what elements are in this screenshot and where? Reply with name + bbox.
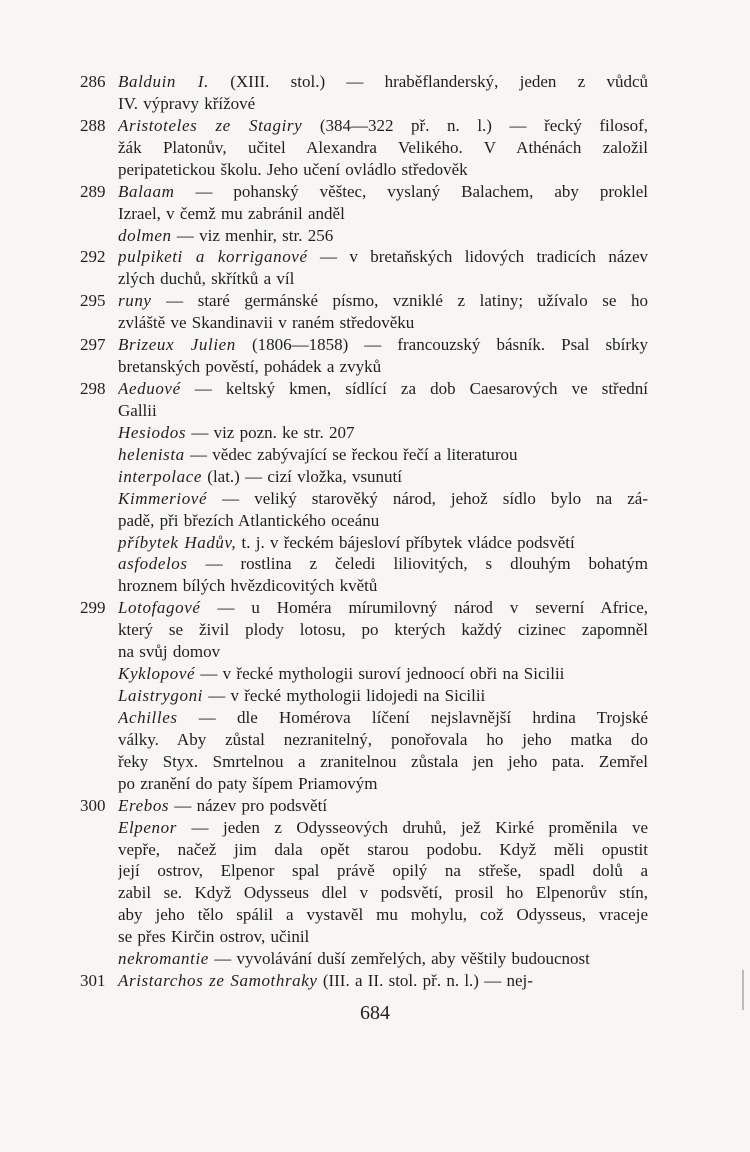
entry-term: Balduin I.: [118, 72, 209, 91]
entry-term: Kyklopové: [118, 664, 196, 684]
entry-text: řeky Styx. Smrtelnou a zranitelnou zůstala jen jeho pata. Zemřel: [118, 751, 648, 771]
entry-term: Kimmeriové: [118, 488, 208, 508]
entry-text: (1806—1858) — francouzský básník. Psal sbírky: [235, 335, 648, 355]
entry-text: se přes Kirčin ostrov, učinil: [118, 927, 310, 947]
entry-continuation-line: [118, 619, 648, 641]
entry-headline: [118, 378, 648, 400]
entry-continuation-line: [118, 510, 648, 532]
entry-text: — u Homéra mírumilovný národ v severní Africe,: [200, 598, 648, 618]
entry-text: — název pro podsvětí: [169, 795, 328, 815]
entry-page-ref: 286: [80, 72, 106, 91]
scan-edge-mark: [742, 970, 744, 1010]
entry-text: Gallii: [118, 400, 157, 420]
entry-headline: [118, 597, 648, 619]
entry-text: peripatetickou školu. Jeho učení ovládlo středověk: [118, 159, 468, 179]
entry-headline: [118, 663, 648, 685]
entry-headline: [118, 71, 648, 93]
entry-headline: [118, 334, 648, 356]
entry-text: — rostlina z čeledi liliovitých, s dlouhým bohatým: [187, 554, 648, 574]
entry-text: padě, při březích Atlantického oceánu: [118, 510, 380, 530]
entry-continuation-line: [118, 137, 648, 159]
entry-continuation-line: [118, 159, 648, 181]
entry-continuation-line: [118, 312, 648, 334]
entry-page-ref: 288: [80, 115, 106, 135]
entry-continuation-line: [118, 860, 648, 882]
entry-term: nekromantie: [118, 949, 209, 969]
entry-term: pulpiketi a korriganové: [118, 247, 308, 267]
entry-page-ref: 297: [80, 335, 106, 355]
entry-page-ref: 292: [80, 247, 106, 267]
entry-continuation-line: [118, 904, 648, 926]
entry-continuation-line: [118, 641, 648, 663]
entry-continuation-line: [118, 93, 648, 115]
entry-continuation-line: [118, 751, 648, 773]
entry-term: Hesiodos: [118, 422, 187, 442]
entry-text: — v bretaňských lidových tradicích název: [307, 247, 648, 267]
entry-headline: [118, 181, 648, 203]
entry-continuation-line: [118, 575, 648, 597]
entry-continuation-line: [118, 356, 648, 378]
entry-term: Lotofagové: [118, 598, 201, 618]
entry-text: — viz menhir, str. 256: [171, 225, 334, 245]
entry-headline: [118, 225, 648, 247]
entry-headline: [118, 488, 648, 510]
entry-text: — keltský kmen, sídlící za dob Caesarových ve střední: [180, 379, 648, 399]
entry-text: (XIII. stol.) — hraběflanderský, jeden z vůdců: [208, 72, 648, 91]
entry-text: hroznem bílých hvězdicovitých květů: [118, 576, 378, 596]
entry-text: — jeden z Odysseových druhů, jež Kirké proměnila ve: [176, 817, 648, 837]
entry-term: Aristoteles ze Stagiry: [118, 115, 303, 135]
entry-text: — dle Homérova líčení nejslavnější hrdina Trojské: [177, 707, 648, 727]
entry-page-ref: 300: [80, 795, 106, 815]
entry-term: dolmen: [118, 225, 172, 245]
entry-continuation-line: [118, 400, 648, 422]
entry-headline: [118, 422, 648, 444]
entry-text: IV. výpravy křížové: [118, 93, 256, 113]
entry-page-ref: 298: [80, 379, 106, 399]
entry-page-ref: 301: [80, 971, 106, 991]
entry-headline: [118, 970, 648, 992]
entry-text: — staré germánské písmo, vzniklé z latiny; užívalo se ho: [151, 291, 648, 311]
entry-text: zlých duchů, skřítků a víl: [118, 269, 295, 289]
entry-term: interpolace: [118, 466, 203, 486]
entry-term: Achilles: [118, 707, 178, 727]
entry-headline: [118, 532, 648, 554]
page-number: 684: [360, 1002, 390, 1024]
entry-term: příbytek Hadův,: [118, 532, 237, 552]
entry-text: na svůj domov: [118, 642, 221, 662]
entry-headline: [118, 444, 648, 466]
entry-text: Izrael, v čemž mu zabránil anděl: [118, 203, 345, 223]
entry-headline: [118, 795, 648, 817]
entry-continuation-line: [118, 839, 648, 861]
entry-headline: [118, 466, 648, 488]
entry-headline: [118, 685, 648, 707]
entry-text: vepře, načež jim dala opět starou podobu. Když měli opustit: [118, 839, 648, 859]
entry-headline: [118, 707, 648, 729]
entry-text: žák Platonův, učitel Alexandra Velikého. V Athénách založil: [118, 137, 648, 157]
entry-text: — v řecké mythologii suroví jednoocí obři na Sicilii: [195, 664, 565, 684]
entry-page-ref: 299: [80, 598, 106, 618]
entry-term: asfodelos: [118, 554, 188, 574]
entry-term: Brizeux Julien: [118, 335, 236, 355]
entry-term: Erebos: [118, 795, 170, 815]
entry-text: zvláště ve Skandinavii v raném středověku: [118, 313, 415, 333]
entry-headline: [118, 553, 648, 575]
entry-headline: [118, 817, 648, 839]
entry-continuation-line: [118, 773, 648, 795]
entry-text: — veliký starověký národ, jehož sídlo bylo na zá-: [207, 488, 648, 508]
entry-continuation-line: [118, 268, 648, 290]
entry-term: Elpenor: [118, 817, 177, 837]
entry-text: — vyvolávání duší zemřelých, aby věštily budoucnost: [208, 949, 590, 969]
entry-continuation-line: [118, 203, 648, 225]
entry-text: — v řecké mythologii lidojedi na Sicilii: [203, 686, 486, 706]
entry-page-ref: 295: [80, 291, 106, 311]
entry-text: t. j. v řeckém bájesloví příbytek vládce podsvětí: [236, 532, 575, 552]
entry-continuation-line: [118, 882, 648, 904]
entry-headline: [118, 290, 648, 312]
entry-headline: [118, 246, 648, 268]
entry-text: který se živil plody lotosu, po kterých každý cizinec zapomněl: [118, 620, 648, 640]
entry-page-ref: 289: [80, 181, 106, 201]
entry-term: Balaam: [118, 181, 175, 201]
entry-continuation-line: [118, 729, 648, 751]
entry-term: Aeduové: [118, 379, 181, 399]
entry-term: Laistrygoni: [118, 686, 204, 706]
entry-text: (lat.) — cizí vložka, vsunutí: [202, 466, 403, 486]
entry-term: helenista: [118, 444, 185, 464]
entry-text: — vědec zabývající se řeckou řečí a literaturou: [184, 444, 518, 464]
entry-text: (384—322 př. n. l.) — řecký filosof,: [302, 115, 648, 135]
entry-text: její ostrov, Elpenor spal právě opilý na střeše, spadl dolů a: [118, 861, 648, 881]
entry-text: (III. a II. stol. př. n. l.) — nej-: [317, 971, 533, 991]
entry-continuation-line: [118, 926, 648, 948]
entry-text: bretanských pověstí, pohádek a zvyků: [118, 357, 382, 377]
entry-text: po zranění do paty šípem Priamovým: [118, 773, 378, 793]
entry-text: aby jeho tělo spálil a vystavěl mu mohylu, což Odysseus, vraceje: [118, 905, 648, 925]
entry-term: runy: [118, 291, 152, 311]
entry-headline: [118, 115, 648, 137]
entry-text: zabil se. Když Odysseus dlel v podsvětí, prosil ho Elpenorův stín,: [118, 883, 648, 903]
entry-term: Aristarchos ze Samothraky: [118, 971, 318, 991]
entry-text: — viz pozn. ke str. 207: [186, 422, 355, 442]
entry-text: války. Aby zůstal nezranitelný, ponořovala ho jeho matka do: [118, 729, 648, 749]
entry-headline: [118, 948, 648, 970]
entry-text: — pohanský věštec, vyslaný Balachem, aby proklel: [174, 181, 648, 201]
